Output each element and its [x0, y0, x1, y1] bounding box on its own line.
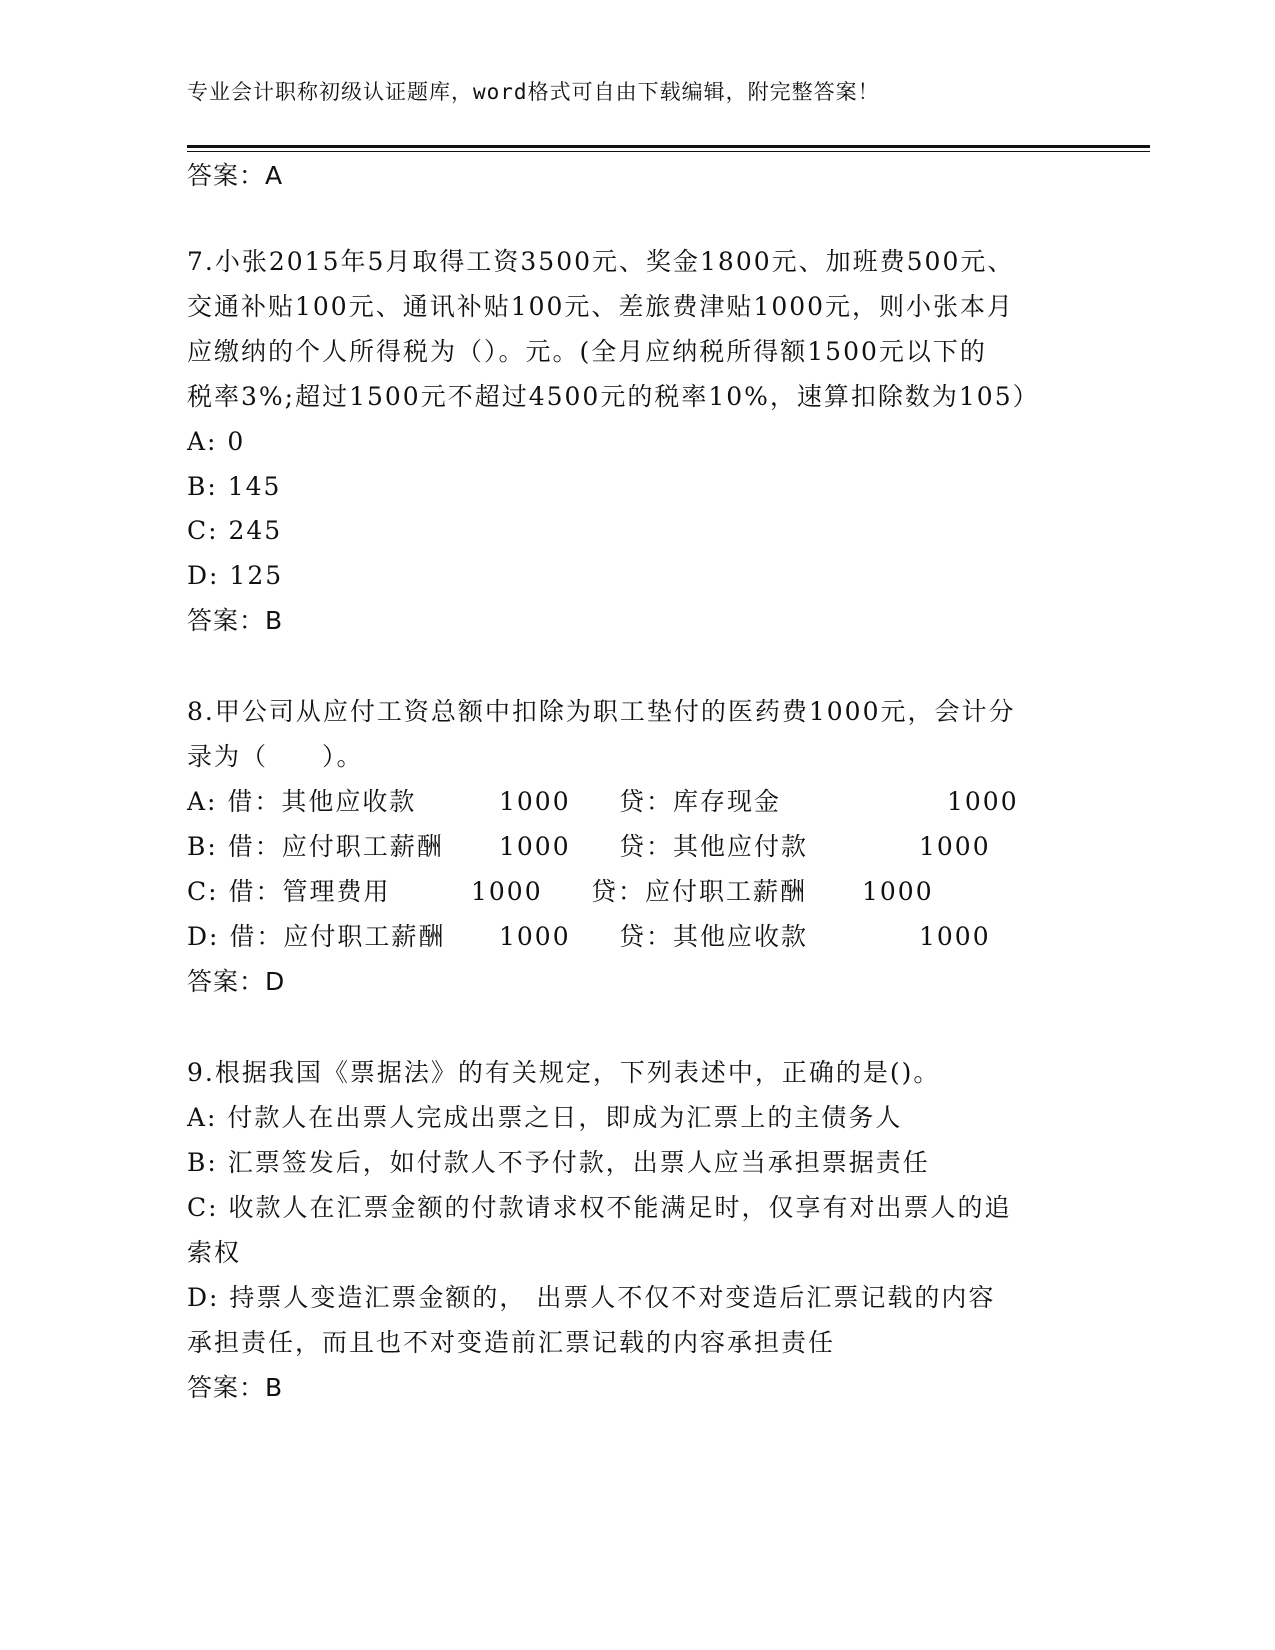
header-divider [187, 145, 1150, 148]
page-header: 专业会计职称初级认证题库，word格式可自由下载编辑，附完整答案！ [187, 80, 880, 104]
q8-option-d-debit-account: D: 借：应付职工薪酬 [187, 922, 446, 951]
q8-option-b-credit-account: 贷：其他应付款 [619, 832, 809, 861]
q8-option-a-debit-account: A: 借：其他应收款 [187, 787, 417, 816]
q8-line-1: 8.甲公司从应付工资总额中扣除为职工垫付的医药费1000元，会计分 [187, 697, 1016, 726]
q8-option-c-debit-account: C: 借：管理费用 [187, 877, 391, 906]
q8-option-c-credit-amount: 1000 [862, 877, 934, 906]
q9-option-d-line-2: 承担责任，而且也不对变造前汇票记载的内容承担责任 [187, 1328, 836, 1357]
q8-option-c-credit-account: 贷：应付职工薪酬 [591, 877, 808, 906]
q8-option-a-credit-account: 贷：库存现金 [619, 787, 782, 816]
q8-answer: 答案：D [187, 967, 286, 996]
q7-answer: 答案：B [187, 606, 284, 635]
q7-option-c: C: 245 [187, 516, 283, 545]
q7-option-d: D: 125 [187, 561, 284, 590]
q8-line-2: 录为（ ）。 [187, 742, 364, 771]
q6-answer: 答案：A [187, 161, 284, 190]
q9-option-d-line-1: D: 持票人变造汇票金额的， 出票人不仅不对变造后汇票记载的内容 [187, 1283, 996, 1312]
header-divider-thin [187, 151, 1150, 152]
q9-option-a: A: 付款人在出票人完成出票之日，即成为汇票上的主债务人 [187, 1103, 903, 1132]
q7-line-3: 应缴纳的个人所得税为（）。元。(全月应纳税所得额1500元以下的 [187, 337, 987, 366]
q7-line-4: 税率3%;超过1500元不超过4500元的税率10%，速算扣除数为105） [187, 382, 1040, 411]
q8-option-b-credit-amount: 1000 [919, 832, 991, 861]
q7-option-b: B: 145 [187, 472, 282, 501]
q7-option-a: A: 0 [187, 427, 246, 456]
q9-answer: 答案：B [187, 1373, 284, 1402]
q8-option-b-debit-amount: 1000 [499, 832, 571, 861]
q9-option-b: B: 汇票签发后，如付款人不予付款，出票人应当承担票据责任 [187, 1148, 930, 1177]
q8-option-d-credit-amount: 1000 [919, 922, 991, 951]
q8-option-b-debit-account: B: 借：应付职工薪酬 [187, 832, 444, 861]
q7-line-1: 7.小张2015年5月取得工资3500元、奖金1800元、加班费500元、 [187, 247, 1015, 276]
q8-option-a-debit-amount: 1000 [499, 787, 571, 816]
q9-option-c-line-1: C: 收款人在汇票金额的付款请求权不能满足时，仅享有对出票人的追 [187, 1193, 1012, 1222]
q8-option-a-credit-amount: 1000 [947, 787, 1019, 816]
q9-option-c-line-2: 索权 [187, 1238, 242, 1267]
q7-line-2: 交通补贴100元、通讯补贴100元、差旅费津贴1000元，则小张本月 [187, 292, 1015, 321]
q8-option-c-debit-amount: 1000 [471, 877, 543, 906]
q8-option-d-credit-account: 贷：其他应收款 [619, 922, 809, 951]
q8-option-d-debit-amount: 1000 [499, 922, 571, 951]
q9-question: 9.根据我国《票据法》的有关规定，下列表述中，正确的是()。 [187, 1058, 941, 1087]
